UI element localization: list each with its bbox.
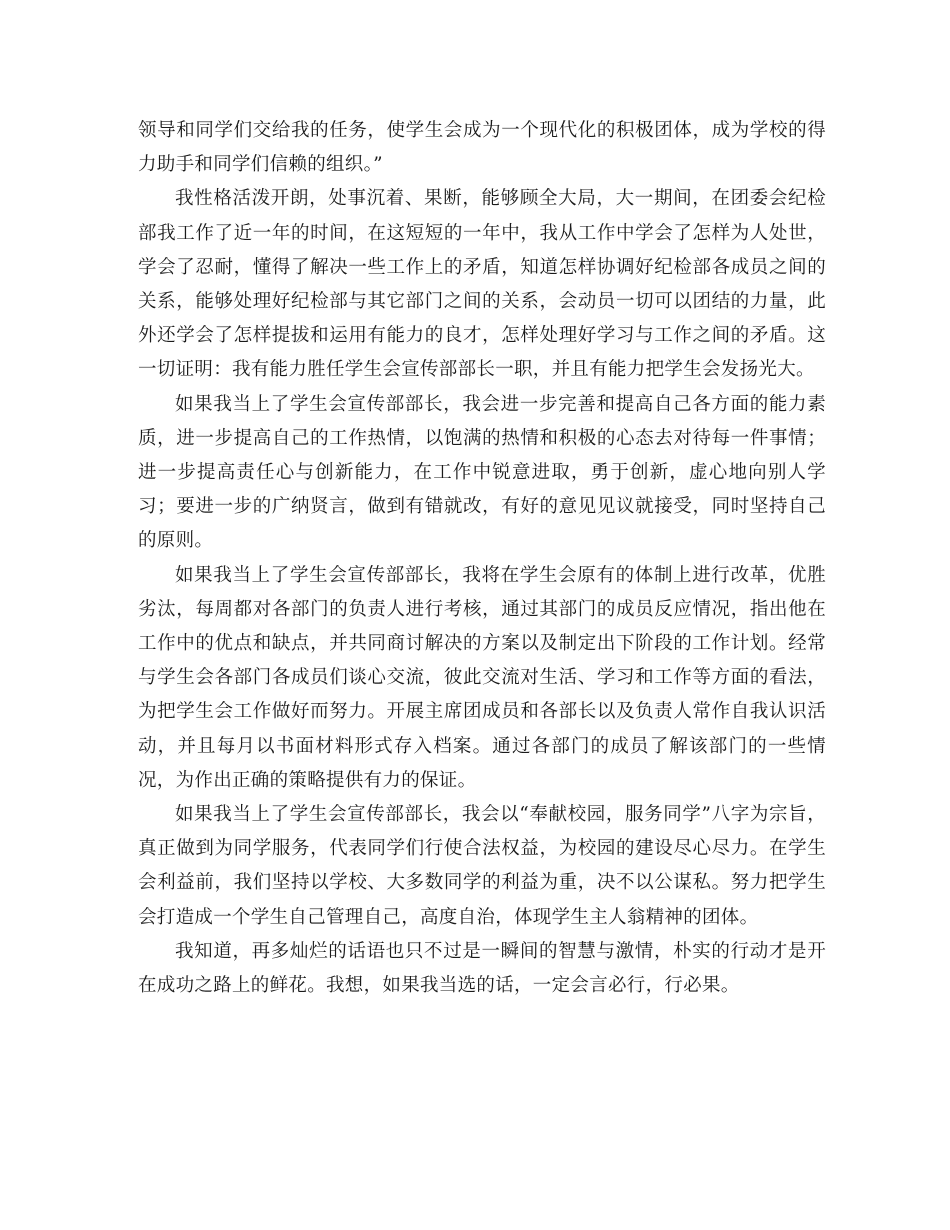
document-body [138,114,826,1003]
paragraph-service: 如果我当上了学生会宣传部部长，我会以“奉献校园，服务同学”八字为宗旨，真正做到为同学服务，代表同学们行使合法权益，为校园的建设尽心尽力。在学生会利益前，我们坚持以学校、大多数同学的利益为重，决不以公谋私。努力把学生会打造成一个学生自己管理自己，高度自治，体现学生主人翁精神的团体。 [138,804,826,928]
paragraph-experience: 我性格活泼开朗，处事沉着、果断，能够顾全大局，大一期间，在团委会纪检部我工作了近一年的时间，在这短短的一年中，我从工作中学会了怎样为人处世，学会了忍耐，懂得了解决一些工作上的矛盾，知道怎样协调好纪检部各成员之间的关系，能够处理好纪检部与其它部门之间的关系，会动员一切可以团结的力量，此外还学会了怎样提拔和运用有能力的良才，怎样处理好学习与工作之间的矛盾。这一切证明：我有能力胜任学生会宣传部部长一职，并且有能力把学生会发扬光大。 [138,188,826,381]
paragraph-reform: 如果我当上了学生会宣传部部长，我将在学生会原有的体制上进行改革，优胜劣汰，每周都对各部门的负责人进行考核，通过其部门的成员反应情况，指出他在工作中的优点和缺点，并共同商讨解决的方案以及制定出下阶段的工作计划。经常与学生会各部门各成员们谈心交流，彼此交流对生活、学习和工作等方面的看法，为把学生会工作做好而努力。开展主席团成员和各部长以及负责人常作自我认识活动，并且每月以书面材料形式存入档案。通过各部门的成员了解该部门的一些情况，为作出正确的策略提供有力的保证。 [138,564,826,791]
paragraph-self-improvement: 如果我当上了学生会宣传部部长，我会进一步完善和提高自己各方面的能力素质，进一步提高自己的工作热情，以饱满的热情和积极的心态去对待每一件事情；进一步提高责任心与创新能力，在工作中锐意进取，勇于创新，虚心地向别人学习；要进一步的广纳贤言，做到有错就改，有好的意见见议就接受，同时坚持自己的原则。 [138,393,826,552]
paragraph-closing: 我知道，再多灿烂的话语也只不过是一瞬间的智慧与激情，朴实的行动才是开在成功之路上的鲜花。我想，如果我当选的话，一定会言必行，行必果。 [138,940,826,997]
paragraph-continuation: 领导和同学们交给我的任务，使学生会成为一个现代化的积极团体，成为学校的得力助手和同学们信赖的组织。” [138,120,826,176]
